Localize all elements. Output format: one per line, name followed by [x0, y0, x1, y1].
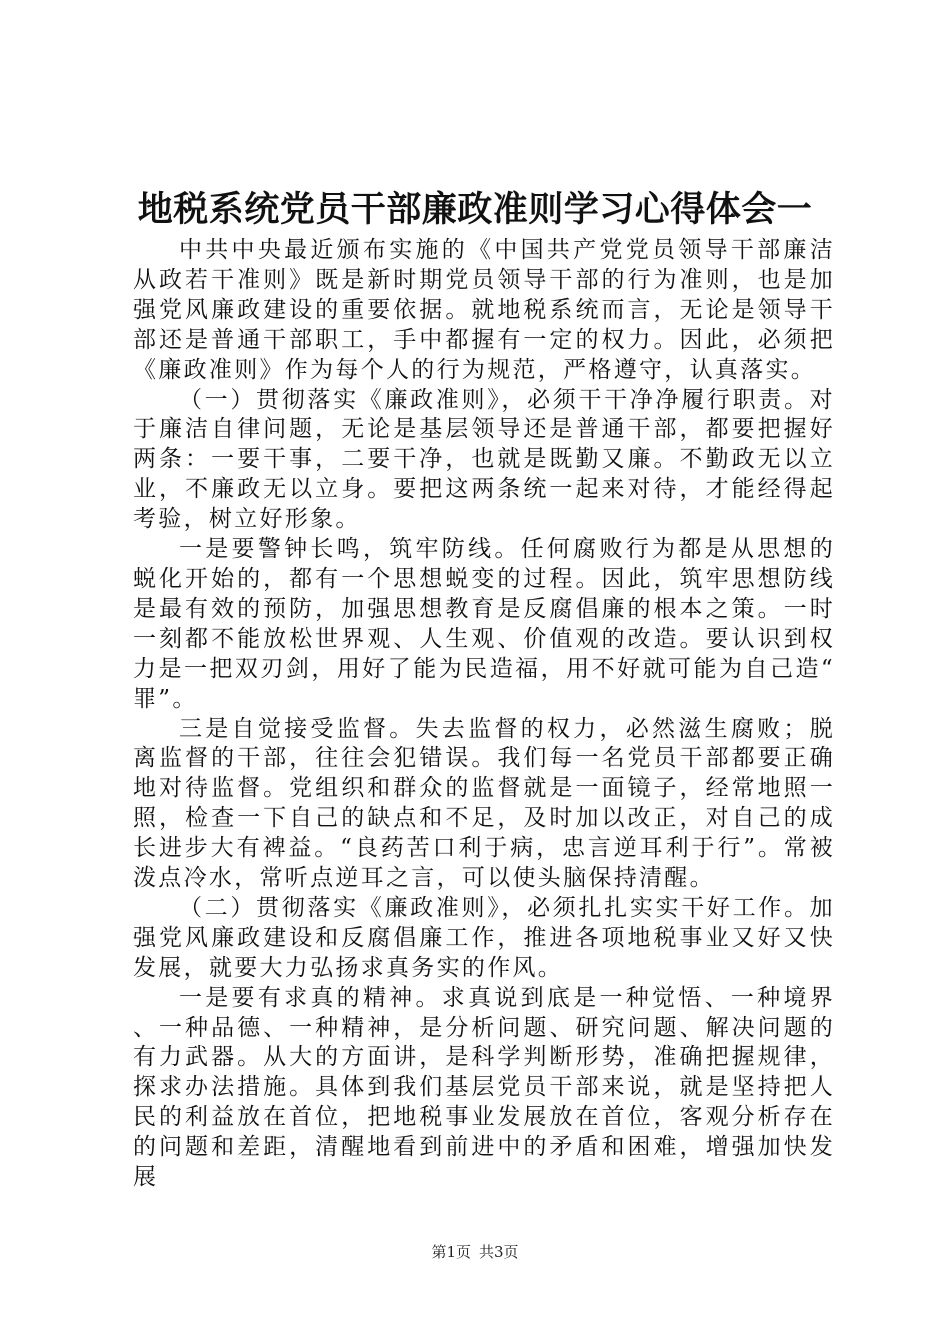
- paragraph: 三是自觉接受监督。失去监督的权力，必然滋生腐败；脱离监督的干部，往往会犯错误。我们每一名党员干部都要正确地对待监督。党组织和群众的监督就是一面镜子，经常地照一照，检查一下自己的缺点和不足，及时加以改正，对自己的成长进步大有裨益。“良药苦口利于病，忠言逆耳利于行”。常被泼点冷水，常听点逆耳之言，可以使头脑保持清醒。: [133, 715, 835, 892]
- page-total: 共3页: [479, 1243, 519, 1261]
- page-footer: [0, 1242, 950, 1262]
- document-body: [133, 236, 835, 1193]
- paragraph: 一是要有求真的精神。求真说到底是一种觉悟、一种境界、一种品德、一种精神，是分析问题、研究问题、解决问题的有力武器。从大的方面讲，是科学判断形势，准确把握规律，探求办法措施。具体到我们基层党员干部来说，就是坚持把人民的利益放在首位，把地税事业发展放在首位，客观分析存在的问题和差距，清醒地看到前进中的矛盾和困难，增强加快发展: [133, 984, 835, 1191]
- page-number: 第1页: [431, 1243, 471, 1261]
- paragraph: （二）贯彻落实《廉政准则》，必须扎扎实实干好工作。加强党风廉政建设和反腐倡廉工作，推进各项地税事业又好又快发展，就要大力弘扬求真务实的作风。: [133, 894, 835, 981]
- paragraph: 中共中央最近颁布实施的《中国共产党党员领导干部廉洁从政若干准则》既是新时期党员领导干部的行为准则，也是加强党风廉政建设的重要依据。就地税系统而言，无论是领导干部还是普通干部职工，手中都握有一定的权力。因此，必须把《廉政准则》作为每个人的行为规范，严格遵守，认真落实。: [133, 237, 835, 383]
- paragraph: （一）贯彻落实《廉政准则》，必须干干净净履行职责。对于廉洁自律问题，无论是基层领导还是普通干部，都要把握好两条：一要干事，二要干净，也就是既勤又廉。不勤政无以立业，不廉政无以立身。要把这两条统一起来对待，才能经得起考验，树立好形象。: [133, 386, 835, 533]
- paragraph: 一是要警钟长鸣，筑牢防线。任何腐败行为都是从思想的蜕化开始的，都有一个思想蜕变的过程。因此，筑牢思想防线是最有效的预防，加强思想教育是反腐倡廉的根本之策。一时一刻都不能放松世界观、人生观、价值观的改造。要认识到权力是一把双刃剑，用好了能为民造福，用不好就可能为自己造“罪”。: [133, 536, 835, 712]
- document-title: 地税系统党员干部廉政准则学习心得体会一: [137, 190, 813, 230]
